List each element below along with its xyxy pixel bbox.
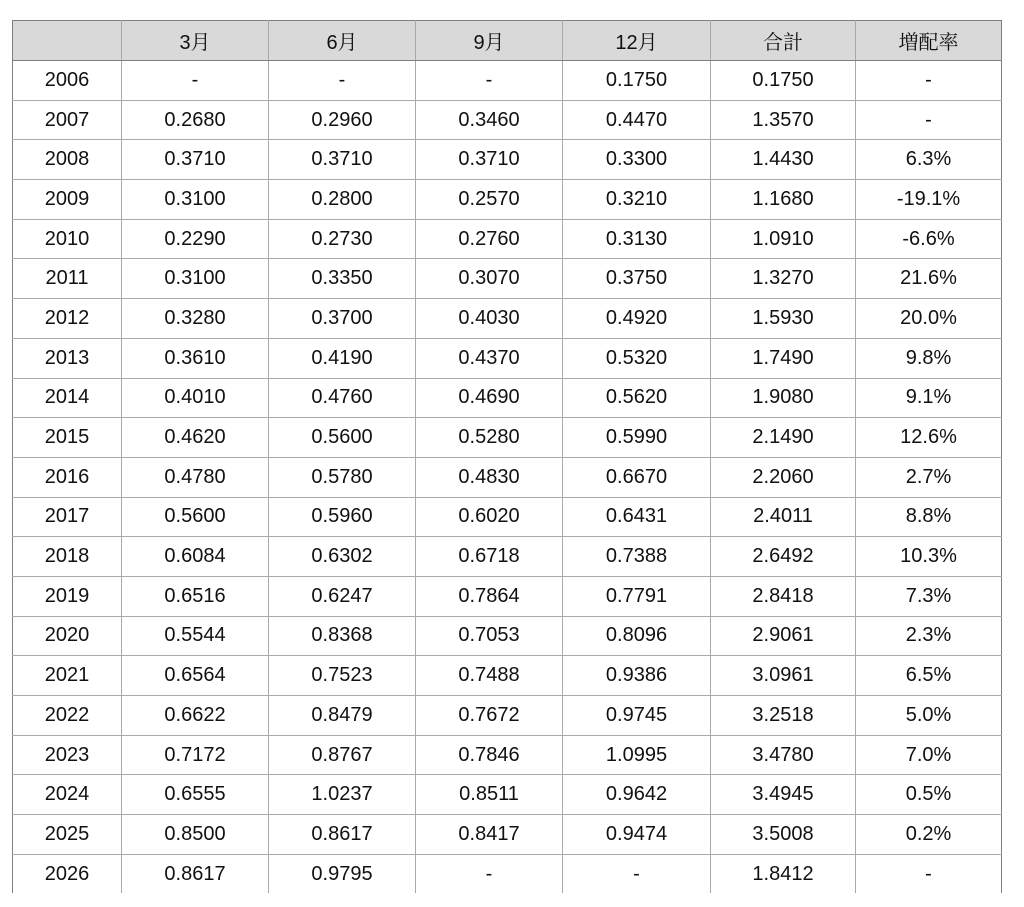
cell-june: 0.9795 [269, 854, 416, 893]
cell-september: 0.8511 [416, 775, 563, 815]
cell-march: 0.6555 [122, 775, 269, 815]
cell-year: 2018 [13, 537, 122, 577]
cell-year: 2010 [13, 219, 122, 259]
table-row [13, 457, 1002, 497]
cell-december: 0.7791 [563, 576, 711, 616]
cell-june: 0.4190 [269, 338, 416, 378]
cell-september: 0.4030 [416, 299, 563, 339]
cell-september: 0.3710 [416, 140, 563, 180]
cell-september: 0.3460 [416, 100, 563, 140]
cell-year: 2023 [13, 735, 122, 775]
cell-year: 2015 [13, 418, 122, 458]
cell-march: 0.2680 [122, 100, 269, 140]
cell-march: 0.3100 [122, 180, 269, 220]
cell-june: 0.3350 [269, 259, 416, 299]
cell-december: 0.8096 [563, 616, 711, 656]
cell-growth-rate: -6.6% [856, 219, 1002, 259]
cell-september: 0.6020 [416, 497, 563, 537]
cell-growth-rate: - [856, 61, 1002, 101]
cell-total: 3.5008 [711, 815, 856, 855]
cell-december: 0.9745 [563, 696, 711, 736]
cell-total: 1.3270 [711, 259, 856, 299]
cell-march: - [122, 61, 269, 101]
header-total: 合計 [711, 21, 856, 61]
cell-december: 0.9642 [563, 775, 711, 815]
cell-september: 0.4370 [416, 338, 563, 378]
header-december: 12月 [563, 21, 711, 61]
cell-june: 0.3700 [269, 299, 416, 339]
cell-march: 0.3100 [122, 259, 269, 299]
cell-growth-rate: 20.0% [856, 299, 1002, 339]
cell-growth-rate: 5.0% [856, 696, 1002, 736]
cell-year: 2009 [13, 180, 122, 220]
cell-march: 0.2290 [122, 219, 269, 259]
cell-september: 0.8417 [416, 815, 563, 855]
cell-total: 2.9061 [711, 616, 856, 656]
table-row [13, 815, 1002, 855]
cell-september: - [416, 61, 563, 101]
cell-march: 0.5600 [122, 497, 269, 537]
cell-december: 0.5990 [563, 418, 711, 458]
cell-growth-rate: 9.1% [856, 378, 1002, 418]
cell-september: 0.6718 [416, 537, 563, 577]
cell-growth-rate: 6.3% [856, 140, 1002, 180]
cell-total: 1.1680 [711, 180, 856, 220]
dividend-table-container [12, 20, 1001, 893]
table-row [13, 735, 1002, 775]
table-row [13, 854, 1002, 893]
cell-june: 0.4760 [269, 378, 416, 418]
cell-total: 1.0910 [711, 219, 856, 259]
cell-september: 0.2570 [416, 180, 563, 220]
cell-december: 1.0995 [563, 735, 711, 775]
cell-year: 2017 [13, 497, 122, 537]
cell-total: 2.8418 [711, 576, 856, 616]
cell-june: - [269, 61, 416, 101]
cell-september: 0.7053 [416, 616, 563, 656]
header-june: 6月 [269, 21, 416, 61]
cell-june: 0.7523 [269, 656, 416, 696]
cell-september: 0.7488 [416, 656, 563, 696]
cell-june: 0.5960 [269, 497, 416, 537]
cell-september: 0.2760 [416, 219, 563, 259]
cell-year: 2019 [13, 576, 122, 616]
cell-march: 0.3280 [122, 299, 269, 339]
header-year [13, 21, 122, 61]
cell-september: 0.5280 [416, 418, 563, 458]
cell-june: 0.5780 [269, 457, 416, 497]
cell-year: 2020 [13, 616, 122, 656]
cell-growth-rate: 2.3% [856, 616, 1002, 656]
cell-growth-rate: 21.6% [856, 259, 1002, 299]
cell-total: 3.2518 [711, 696, 856, 736]
table-body [13, 61, 1002, 894]
cell-growth-rate: 10.3% [856, 537, 1002, 577]
cell-year: 2025 [13, 815, 122, 855]
cell-total: 1.8412 [711, 854, 856, 893]
dividend-table [12, 20, 1002, 893]
cell-total: 1.4430 [711, 140, 856, 180]
table-row [13, 299, 1002, 339]
cell-growth-rate: - [856, 100, 1002, 140]
cell-march: 0.6516 [122, 576, 269, 616]
cell-march: 0.3610 [122, 338, 269, 378]
cell-march: 0.6084 [122, 537, 269, 577]
cell-total: 1.3570 [711, 100, 856, 140]
cell-march: 0.5544 [122, 616, 269, 656]
cell-december: 0.3300 [563, 140, 711, 180]
cell-growth-rate: 8.8% [856, 497, 1002, 537]
cell-growth-rate: 9.8% [856, 338, 1002, 378]
cell-year: 2008 [13, 140, 122, 180]
cell-march: 0.4780 [122, 457, 269, 497]
cell-december: 0.7388 [563, 537, 711, 577]
cell-total: 2.6492 [711, 537, 856, 577]
cell-december: 0.9386 [563, 656, 711, 696]
cell-growth-rate: 12.6% [856, 418, 1002, 458]
cell-june: 0.2800 [269, 180, 416, 220]
cell-june: 0.6302 [269, 537, 416, 577]
cell-total: 3.0961 [711, 656, 856, 696]
table-row [13, 140, 1002, 180]
header-growth-rate: 増配率 [856, 21, 1002, 61]
cell-total: 3.4945 [711, 775, 856, 815]
cell-june: 0.8479 [269, 696, 416, 736]
cell-december: 0.6431 [563, 497, 711, 537]
cell-march: 0.8500 [122, 815, 269, 855]
cell-june: 0.3710 [269, 140, 416, 180]
cell-year: 2012 [13, 299, 122, 339]
cell-growth-rate: - [856, 854, 1002, 893]
cell-december: 0.4920 [563, 299, 711, 339]
cell-june: 0.8767 [269, 735, 416, 775]
cell-september: 0.4830 [416, 457, 563, 497]
table-row [13, 497, 1002, 537]
table-row [13, 100, 1002, 140]
cell-year: 2024 [13, 775, 122, 815]
cell-year: 2016 [13, 457, 122, 497]
cell-total: 1.9080 [711, 378, 856, 418]
table-row [13, 775, 1002, 815]
cell-december: 0.1750 [563, 61, 711, 101]
cell-growth-rate: 2.7% [856, 457, 1002, 497]
table-row [13, 180, 1002, 220]
table-row [13, 338, 1002, 378]
cell-september: 0.3070 [416, 259, 563, 299]
cell-march: 0.4010 [122, 378, 269, 418]
cell-total: 1.5930 [711, 299, 856, 339]
cell-september: 0.7672 [416, 696, 563, 736]
cell-june: 0.8368 [269, 616, 416, 656]
cell-december: 0.6670 [563, 457, 711, 497]
cell-june: 0.2730 [269, 219, 416, 259]
header-september: 9月 [416, 21, 563, 61]
cell-june: 0.5600 [269, 418, 416, 458]
cell-march: 0.8617 [122, 854, 269, 893]
cell-june: 1.0237 [269, 775, 416, 815]
cell-growth-rate: 0.2% [856, 815, 1002, 855]
table-row [13, 696, 1002, 736]
cell-year: 2013 [13, 338, 122, 378]
cell-december: 0.3210 [563, 180, 711, 220]
cell-september: 0.7846 [416, 735, 563, 775]
table-row [13, 219, 1002, 259]
cell-year: 2006 [13, 61, 122, 101]
table-row [13, 576, 1002, 616]
cell-growth-rate: 7.0% [856, 735, 1002, 775]
cell-total: 3.4780 [711, 735, 856, 775]
table-row [13, 61, 1002, 101]
table-row [13, 378, 1002, 418]
cell-total: 2.1490 [711, 418, 856, 458]
cell-year: 2011 [13, 259, 122, 299]
cell-december: 0.3130 [563, 219, 711, 259]
cell-december: 0.9474 [563, 815, 711, 855]
cell-growth-rate: -19.1% [856, 180, 1002, 220]
table-row [13, 656, 1002, 696]
cell-september: 0.7864 [416, 576, 563, 616]
cell-june: 0.2960 [269, 100, 416, 140]
table-row [13, 418, 1002, 458]
cell-december: 0.5620 [563, 378, 711, 418]
header-row [13, 21, 1002, 61]
cell-total: 2.2060 [711, 457, 856, 497]
cell-september: - [416, 854, 563, 893]
cell-year: 2022 [13, 696, 122, 736]
cell-september: 0.4690 [416, 378, 563, 418]
cell-march: 0.4620 [122, 418, 269, 458]
cell-growth-rate: 7.3% [856, 576, 1002, 616]
cell-march: 0.7172 [122, 735, 269, 775]
cell-year: 2007 [13, 100, 122, 140]
cell-total: 1.7490 [711, 338, 856, 378]
cell-december: - [563, 854, 711, 893]
cell-year: 2014 [13, 378, 122, 418]
cell-march: 0.3710 [122, 140, 269, 180]
table-header [13, 21, 1002, 61]
cell-total: 0.1750 [711, 61, 856, 101]
cell-december: 0.4470 [563, 100, 711, 140]
header-march: 3月 [122, 21, 269, 61]
table-row [13, 537, 1002, 577]
cell-year: 2021 [13, 656, 122, 696]
cell-march: 0.6564 [122, 656, 269, 696]
cell-march: 0.6622 [122, 696, 269, 736]
cell-june: 0.8617 [269, 815, 416, 855]
cell-year: 2026 [13, 854, 122, 893]
table-row [13, 259, 1002, 299]
table-row [13, 616, 1002, 656]
cell-june: 0.6247 [269, 576, 416, 616]
cell-growth-rate: 0.5% [856, 775, 1002, 815]
cell-total: 2.4011 [711, 497, 856, 537]
cell-december: 0.3750 [563, 259, 711, 299]
cell-december: 0.5320 [563, 338, 711, 378]
cell-growth-rate: 6.5% [856, 656, 1002, 696]
